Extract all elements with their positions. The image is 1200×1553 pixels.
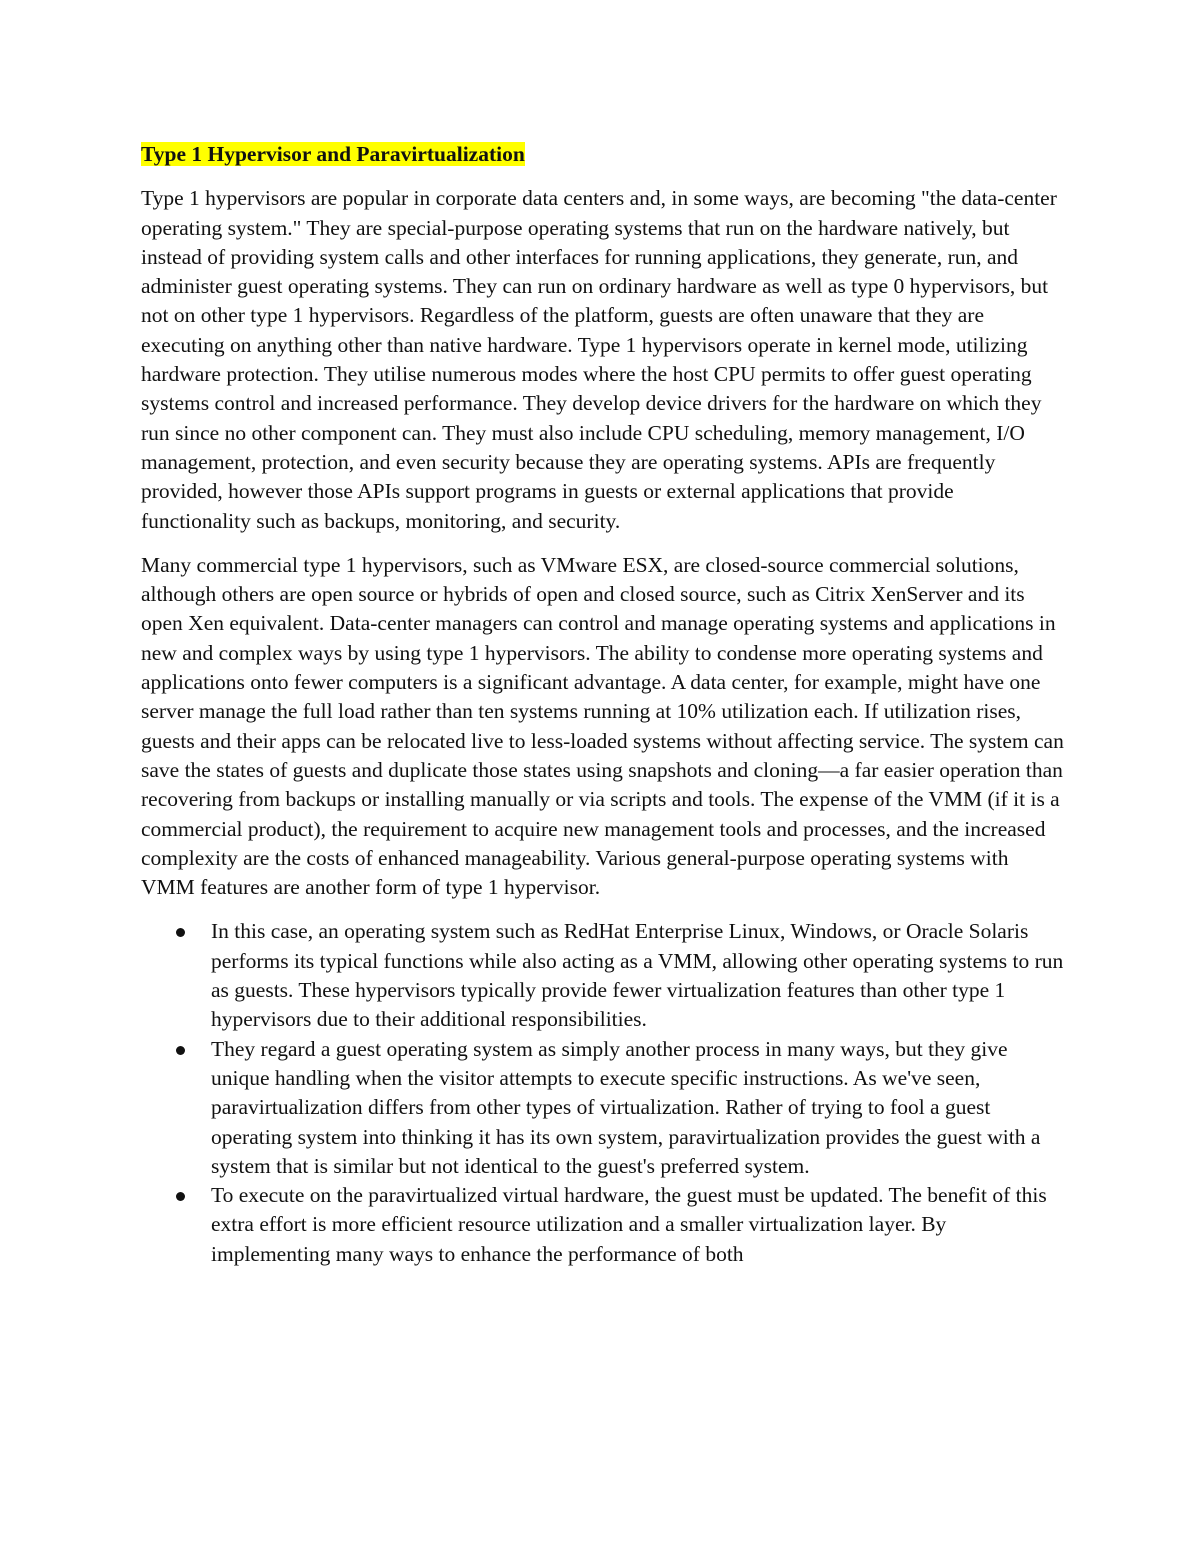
heading-highlight: Type 1 Hypervisor and Paravirtualization bbox=[141, 142, 525, 166]
document-heading bbox=[141, 140, 1066, 169]
bullet-icon bbox=[176, 928, 185, 937]
document-body bbox=[141, 140, 1066, 1269]
bullet-list bbox=[141, 917, 1066, 1269]
paragraph-intro: Type 1 hypervisors are popular in corporate data centers and, in some ways, are becoming "the data-center operating system." They are special-purpose operating systems that run on the hardware natively, but instead of providing system calls and other interfaces for running applications, they generate, run, and administer guest operating systems. They can run on ordinary hardware as well as type 0 hypervisors, but not on other type 1 hypervisors. Regardless of the platform, guests are often unaware that they are executing on anything other than native hardware. Type 1 hypervisors operate in kernel mode, utilizing hardware protection. They utilise numerous modes where the host CPU permits to offer guest operating systems control and increased performance. They develop device drivers for the hardware on which they run since no other component can. They must also include CPU scheduling, memory management, I/O management, protection, and even security because they are operating systems. APIs are frequently provided, however those APIs support programs in guests or external applications that provide functionality such as backups, monitoring, and security. bbox=[141, 186, 1057, 533]
bullet-icon bbox=[176, 1192, 185, 1201]
list-item-text: They regard a guest operating system as simply another process in many ways, but they give unique handling when the visitor attempts to execute specific instructions. As we've seen, paravirtualization differs from other types of virtualization. Rather of trying to fool a guest operating system into thinking it has its own system, paravirtualization provides the guest with a system that is similar but not identical to the guest's preferred system. bbox=[211, 1036, 1041, 1178]
list-item bbox=[141, 917, 1066, 1034]
list-item-text: To execute on the paravirtualized virtual hardware, the guest must be updated. The benefit of this extra effort is more efficient resource utilization and a smaller virtualization layer. By implementing many ways to enhance the performance of both bbox=[211, 1183, 1047, 1266]
list-item bbox=[141, 1035, 1066, 1181]
list-item-text: In this case, an operating system such as RedHat Enterprise Linux, Windows, or Oracle Solaris performs its typical functions while also acting as a VMM, allowing other operating systems to run as guests. These hypervisors typically provide fewer virtualization features than other type 1 hypervisors due to their additional responsibilities. bbox=[211, 919, 1064, 1032]
bullet-icon bbox=[176, 1046, 185, 1055]
paragraph-commercial-hypervisors: Many commercial type 1 hypervisors, such as VMware ESX, are closed-source commercial solutions, although others are open source or hybrids of open and closed source, such as Citrix XenServer and its open Xen equivalent. Data-center managers can control and manage operating systems and applications in new and complex ways by using type 1 hypervisors. The ability to condense more operating systems and applications onto fewer computers is a significant advantage. A data center, for example, might have one server manage the full load rather than ten systems running at 10% utilization each. If utilization rises, guests and their apps can be relocated live to less-loaded systems without affecting service. The system can save the states of guests and duplicate those states using snapshots and cloning—a far easier operation than recovering from backups or installing manually or via scripts and tools. The expense of the VMM (if it is a commercial product), the requirement to acquire new management tools and processes, and the increased complexity are the costs of enhanced manageability. Various general-purpose operating systems with VMM features are another form of type 1 hypervisor. bbox=[141, 552, 1064, 900]
list-item bbox=[141, 1181, 1066, 1269]
